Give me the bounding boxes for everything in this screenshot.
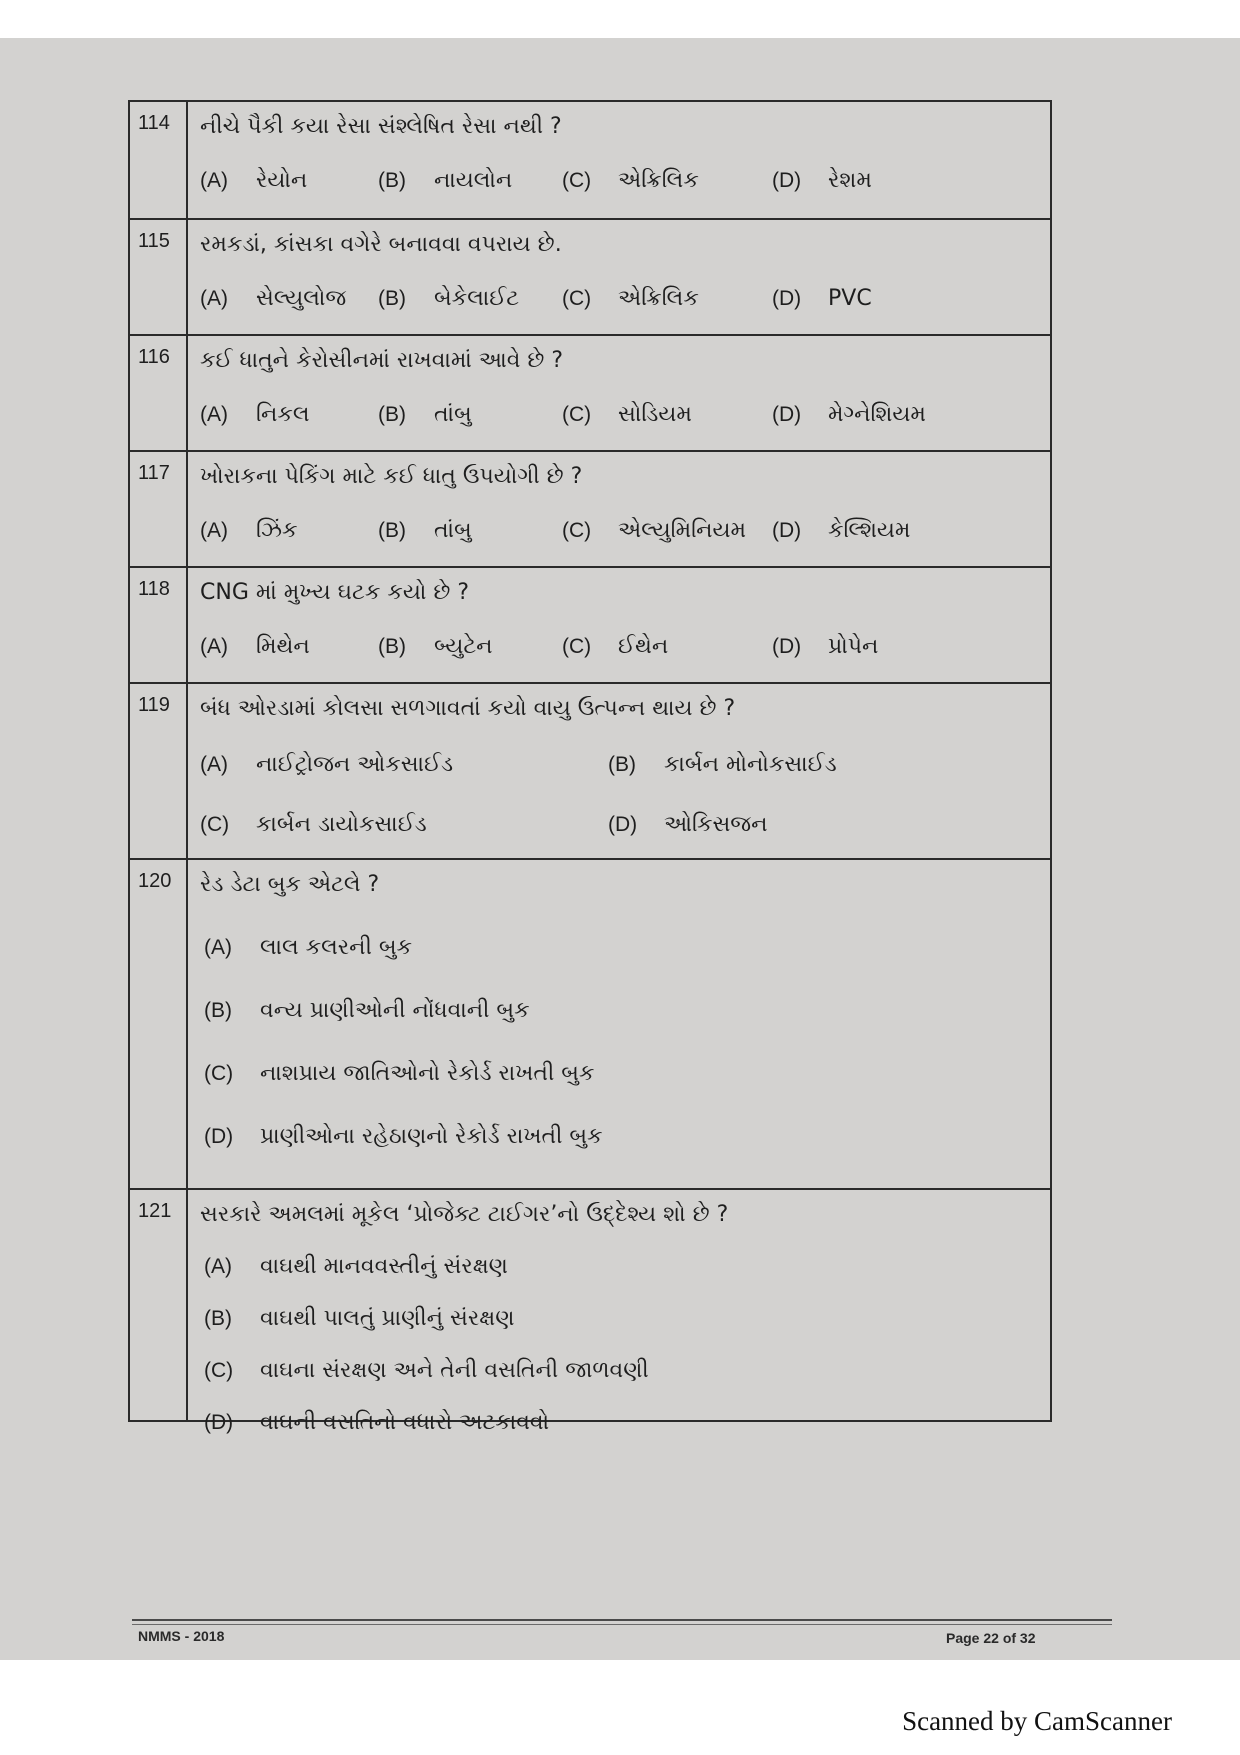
options-group xyxy=(200,514,1038,548)
footer-rule xyxy=(132,1619,1112,1621)
answer-option xyxy=(200,1354,1038,1388)
option-text: લાલ કલરની બુક xyxy=(260,935,413,960)
question-row xyxy=(130,1188,1050,1435)
question-row xyxy=(130,450,1050,566)
option-letter: (C) xyxy=(200,813,230,836)
option-text: વાઘથી માનવવસ્તીનું સંરક્ષણ xyxy=(260,1254,508,1279)
question-number: 115 xyxy=(130,220,188,334)
answer-option xyxy=(200,1406,1038,1440)
option-text: બ્યુટેન xyxy=(434,634,493,659)
question-number: 117 xyxy=(130,452,188,566)
option-letter: (C) xyxy=(562,403,592,426)
option-text: તાંબુ xyxy=(434,402,472,427)
answer-option xyxy=(608,748,1038,782)
question-text: CNG માં મુખ્ય ઘટક કયો છે ? xyxy=(200,580,470,605)
scanned-page xyxy=(0,38,1240,1660)
option-letter: (D) xyxy=(608,813,638,836)
answer-option xyxy=(562,164,772,198)
option-text: મેગ્નેશિયમ xyxy=(828,402,926,427)
question-body xyxy=(188,568,1050,682)
options-group xyxy=(200,164,1038,198)
footer-rule-thin xyxy=(132,1624,1112,1625)
option-text: વન્ય પ્રાણીઓની નોંધવાની બુક xyxy=(260,998,530,1023)
option-text: વાઘના સંરક્ષણ અને તેની વસતિની જાળવણી xyxy=(260,1358,649,1383)
question-number: 120 xyxy=(130,860,188,1188)
question-row xyxy=(130,218,1050,334)
option-letter: (B) xyxy=(608,753,636,776)
question-text: નીચે પૈકી કયા રેસા સંશ્લેષિત રેસા નથી ? xyxy=(200,114,562,139)
answer-option xyxy=(200,994,1038,1028)
option-text: રેશમ xyxy=(828,168,872,193)
answer-option xyxy=(562,398,772,432)
footer-page-number: Page 22 of 32 xyxy=(946,1630,1036,1646)
option-letter: (D) xyxy=(772,519,802,542)
option-text: કાર્બન ડાયોકસાઈડ xyxy=(256,812,427,837)
option-letter: (B) xyxy=(378,287,406,310)
answer-option xyxy=(200,1250,1038,1284)
option-text: એલ્યુમિનિયમ xyxy=(618,518,747,543)
scanner-watermark: Scanned by CamScanner xyxy=(902,1706,1172,1736)
question-row xyxy=(130,858,1050,1188)
option-text: એક્રિલિક xyxy=(618,168,699,193)
option-letter: (D) xyxy=(772,635,802,658)
option-letter: (A) xyxy=(200,169,228,192)
option-text: સેલ્યુલોજ xyxy=(256,286,347,311)
question-row xyxy=(130,682,1050,858)
question-row xyxy=(130,100,1050,218)
question-body xyxy=(188,1190,1050,1435)
answer-option xyxy=(772,630,878,664)
question-body xyxy=(188,220,1050,334)
answer-option xyxy=(378,398,562,432)
question-text: રેડ ડેટા બુક એટલે ? xyxy=(200,872,380,897)
options-group xyxy=(200,630,1038,664)
option-letter: (D) xyxy=(204,1125,234,1148)
option-text: પ્રોપેન xyxy=(828,634,879,659)
options-group xyxy=(200,931,1038,1154)
answer-option xyxy=(378,164,562,198)
option-text: ઝિંક xyxy=(256,518,298,543)
option-text: કેલ્શિયમ xyxy=(828,518,911,543)
option-text: નાશપ્રાય જાતિઓનો રેકોર્ડ રાખતી બુક xyxy=(260,1061,595,1086)
option-letter: (C) xyxy=(562,169,592,192)
options-group xyxy=(200,1250,1038,1440)
option-letter: (B) xyxy=(378,635,406,658)
option-letter: (C) xyxy=(562,519,592,542)
question-row xyxy=(130,566,1050,682)
question-number: 114 xyxy=(130,102,188,218)
footer-exam-name: NMMS - 2018 xyxy=(138,1628,225,1644)
question-text: ખોરાકના પેકિંગ માટે કઈ ધાતુ ઉપયોગી છે ? xyxy=(200,464,583,489)
question-row xyxy=(130,334,1050,450)
option-text: મિથેન xyxy=(256,634,310,659)
option-letter: (C) xyxy=(562,635,592,658)
answer-option xyxy=(378,514,562,548)
option-text: રેયોન xyxy=(256,168,308,193)
answer-option xyxy=(200,1057,1038,1091)
option-letter: (A) xyxy=(200,519,228,542)
option-text: વાઘની વસતિનો વધારો અટકાવવો xyxy=(260,1410,550,1435)
option-text: તાંબુ xyxy=(434,518,472,543)
option-letter: (B) xyxy=(378,403,406,426)
answer-option xyxy=(378,630,562,664)
option-text: એક્રિલિક xyxy=(618,286,699,311)
answer-option xyxy=(200,630,378,664)
answer-option xyxy=(200,1120,1038,1154)
option-text: બેકેલાઈટ xyxy=(434,286,520,311)
option-text: PVC xyxy=(828,286,872,311)
option-letter: (D) xyxy=(772,287,802,310)
answer-option xyxy=(562,514,772,548)
option-letter: (C) xyxy=(562,287,592,310)
answer-option xyxy=(200,808,608,842)
option-letter: (D) xyxy=(772,403,802,426)
question-number: 121 xyxy=(130,1190,188,1420)
option-text: નાયલોન xyxy=(434,168,513,193)
answer-option xyxy=(772,282,872,316)
question-number: 119 xyxy=(130,684,188,858)
question-body xyxy=(188,860,1050,1188)
question-number: 116 xyxy=(130,336,188,450)
question-text: રમકડાં, કાંસકા વગેરે બનાવવા વપરાય છે. xyxy=(200,232,562,257)
answer-option xyxy=(562,282,772,316)
option-letter: (B) xyxy=(204,1307,232,1330)
answer-option xyxy=(200,748,608,782)
option-letter: (C) xyxy=(204,1359,234,1382)
option-text: ઈથેન xyxy=(618,634,669,659)
option-letter: (A) xyxy=(200,753,228,776)
answer-option xyxy=(200,1302,1038,1336)
option-text: વાઘથી પાલતું પ્રાણીનું સંરક્ષણ xyxy=(260,1306,515,1331)
answer-option xyxy=(608,808,1038,842)
answer-option xyxy=(378,282,562,316)
question-text: બંધ ઓરડામાં કોલસા સળગાવતાં કયો વાયુ ઉત્પન્ન થાય છે ? xyxy=(200,696,736,721)
option-text: સોડિયમ xyxy=(618,402,692,427)
question-table xyxy=(128,100,1052,1435)
option-letter: (D) xyxy=(772,169,802,192)
option-letter: (A) xyxy=(204,936,232,959)
answer-option xyxy=(772,398,926,432)
question-body xyxy=(188,102,1050,218)
answer-option xyxy=(200,514,378,548)
question-body xyxy=(188,452,1050,566)
option-letter: (C) xyxy=(204,1062,234,1085)
option-letter: (A) xyxy=(200,287,228,310)
answer-option xyxy=(772,164,872,198)
options-group xyxy=(200,398,1038,432)
question-text: સરકારે અમલમાં મૂકેલ ‘પ્રોજેક્ટ ટાઈગર’નો ઉદ્દેશ્ય શો છે ? xyxy=(200,1202,729,1227)
option-text: નિકલ xyxy=(256,402,310,427)
option-letter: (A) xyxy=(200,635,228,658)
question-body xyxy=(188,684,1050,858)
option-letter: (A) xyxy=(204,1255,232,1278)
option-letter: (B) xyxy=(378,519,406,542)
option-letter: (B) xyxy=(378,169,406,192)
options-group xyxy=(200,748,1038,842)
answer-option xyxy=(200,398,378,432)
option-letter: (D) xyxy=(204,1411,234,1434)
option-text: પ્રાણીઓના રહેઠાણનો રેકોર્ડ રાખતી બુક xyxy=(260,1124,603,1149)
answer-option xyxy=(200,931,1038,965)
question-number: 118 xyxy=(130,568,188,682)
option-letter: (A) xyxy=(200,403,228,426)
answer-option xyxy=(200,282,378,316)
answer-option xyxy=(200,164,378,198)
options-group xyxy=(200,282,1038,316)
option-letter: (B) xyxy=(204,999,232,1022)
question-text: કઈ ધાતુને કેરોસીનમાં રાખવામાં આવે છે ? xyxy=(200,348,564,373)
question-body xyxy=(188,336,1050,450)
option-text: નાઈટ્રોજન ઓકસાઈડ xyxy=(256,752,454,777)
option-text: ઓકિસજન xyxy=(664,812,768,837)
answer-option xyxy=(562,630,772,664)
answer-option xyxy=(772,514,910,548)
option-text: કાર્બન મોનોકસાઈડ xyxy=(664,752,837,777)
